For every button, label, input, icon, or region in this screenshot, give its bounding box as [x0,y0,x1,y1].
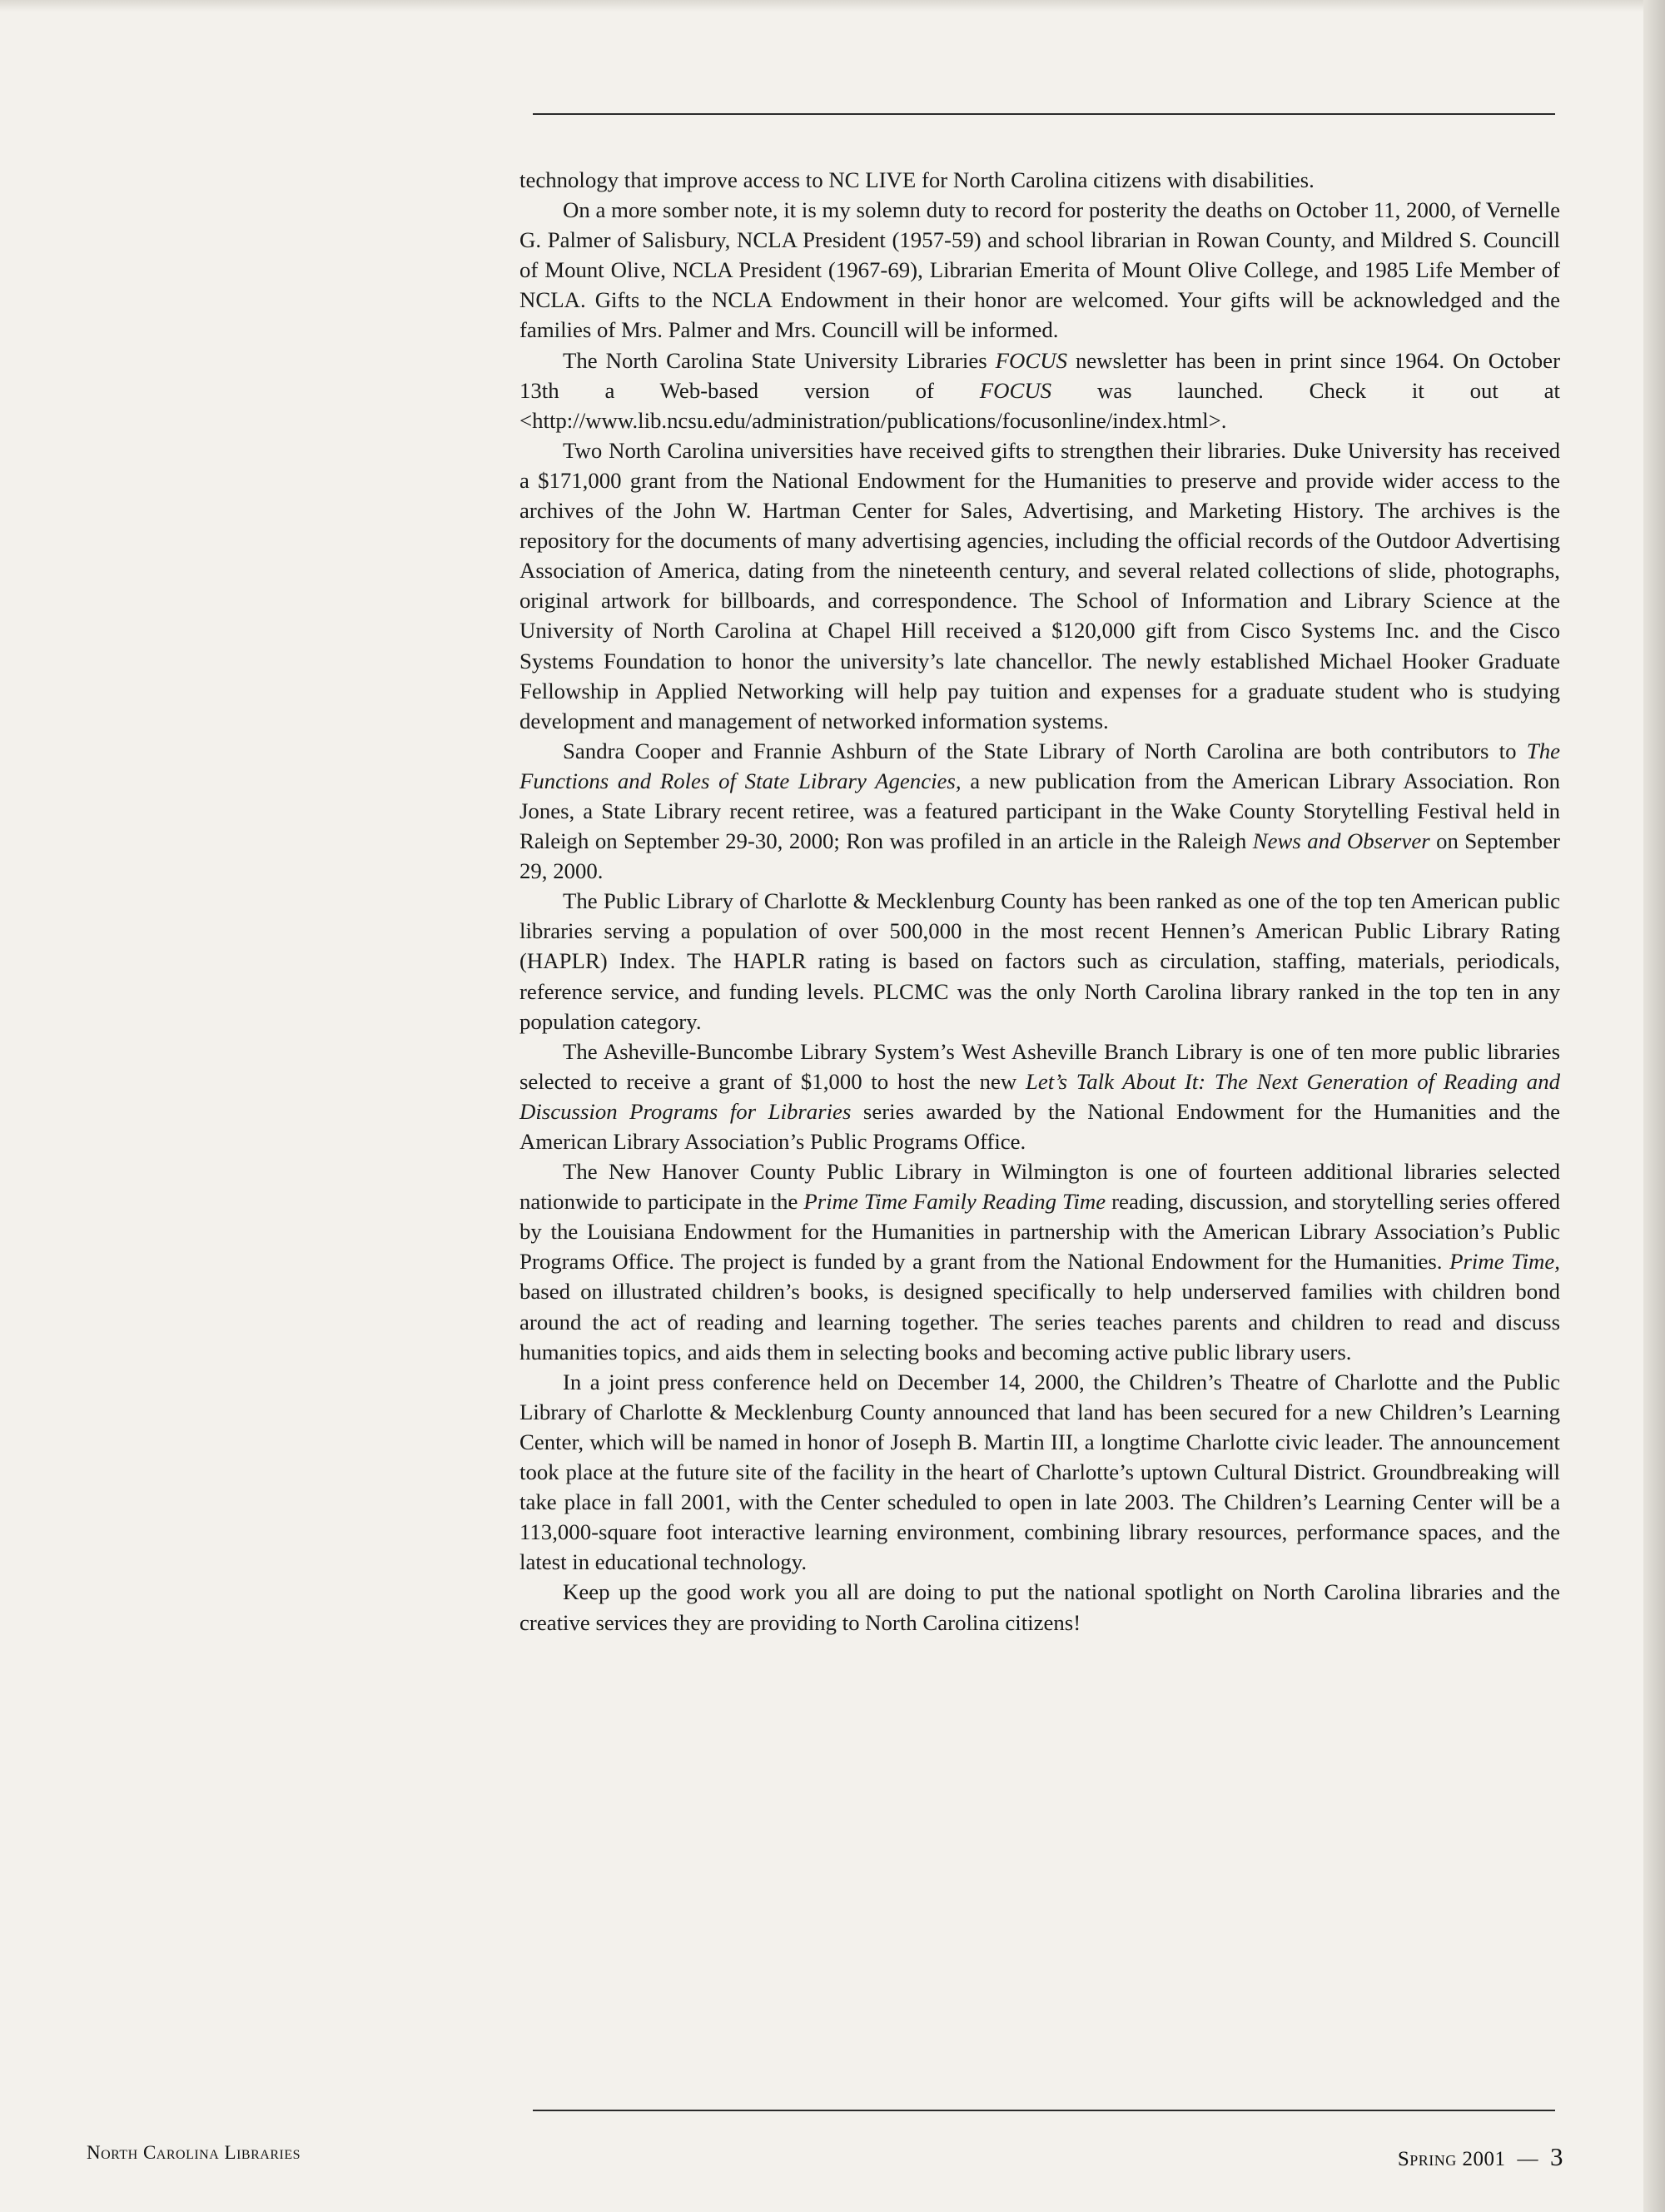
italic-title: News and Observer [1252,828,1430,854]
italic-title: Let’s Talk About It: The Next Generation of Reading and Discussion Programs for Libraries [519,1068,1561,1124]
text-run: In a joint press conference held on December 14, 2000, the Children’s Theatre of Charlotte and the Public Library of Charlotte & Mecklenburg County announced that land has been secured for a new Children’s Learning Center, which will be named in honor of Joseph B. Martin III, a longtime Charlotte civic leader. The announcement took place at the future site of the facility in the heart of Charlotte’s uptown Cultural District. Groundbreaking will take place in fall 2001, with the Center scheduled to open in late 2003. The Children’s Learning Center will be a 113,000-square foot interactive learning environment, combining library resources, performance spaces, and the latest in educational technology. [519,1369,1560,1575]
article-paragraph [519,165,1560,195]
text-run: reading, discussion, and storytelling series offered by the Louisiana Endowment for the Humanities in partnership with the American Library Association’s Public Programs Office. The project is funded by a grant from the National Endowment for the Humanities. [519,1189,1560,1275]
article-paragraph [519,1156,1560,1367]
text-run: Keep up the good work you all are doing to put the national spotlight on North Carolina libraries and the creative services they are providing to North Carolina citizens! [519,1579,1560,1635]
text-run: on September 29, 2000. [519,828,1560,884]
italic-title: Prime Time Family Reading Time [803,1189,1106,1215]
text-run: was launched. Check it out at <http://www.lib.ncsu.edu/administration/publications/focusonline/index.html>. [519,377,1560,433]
italic-title: FOCUS [995,347,1068,373]
page-number: 3 [1550,2142,1563,2171]
footer-issue-page [1398,2142,1563,2172]
page-top-shadow [0,0,1665,12]
text-run: On a more somber note, it is my solemn duty to record for posterity the deaths on October 11, 2000, of Vernelle G. Palmer of Salisbury, NCLA President (1957-59) and school librarian in Rowan County, and Mildred S. Councill of Mount Olive, NCLA President (1967-69), Librarian Emerita of Mount Olive College, and 1985 Life Member of NCLA. Gifts to the NCLA Endowment in their honor are welcomed. Your gifts will be acknowledged and the families of Mrs. Palmer and Mrs. Councill will be informed. [519,197,1560,343]
article-paragraph [519,1367,1560,1578]
article-paragraph [519,1577,1560,1637]
italic-title: The Functions and Roles of State Library Agencies, [519,738,1560,793]
text-run: series awarded by the National Endowment for the Humanities and the American Library Association’s Public Programs Office. [519,1098,1560,1154]
text-run: The North Carolina State University Libraries [563,347,996,373]
footer-journal-title: North Carolina Libraries [87,2142,301,2163]
italic-title: Prime Time, [1449,1249,1560,1275]
article-body [519,165,1560,1638]
footer-issue: Spring 2001 [1397,2148,1506,2170]
article-paragraph [519,435,1560,736]
text-run: The New Hanover County Public Library in Wilmington is one of fourteen additional libraries selected nationwide to participate in the [519,1159,1560,1215]
text-run: Two North Carolina universities have received gifts to strengthen their libraries. Duke University has received a $171,000 grant from the National Endowment for the Humanities to preserve and provide wider access to the archives of the John W. Hartman Center for Sales, Advertising, and Marketing History. The archives is the repository for the documents of many advertising agencies, including the official records of the Outdoor Advertising Association of America, dating from the nineteenth century, and several related collections of slide, photographs, original artwork for billboards, and correspondence. The School of Information and Library Science at the University of North Carolina at Chapel Hill received a $120,000 gift from Cisco Systems Inc. and the Cisco Systems Foundation to honor the university’s late chancellor. The newly established Michael Hooker Graduate Fellowship in Applied Networking will help pay tuition and expenses for a graduate student who is studying development and management of networked information systems. [519,437,1560,733]
text-run: technology that improve access to NC LIVE for North Carolina citizens with disabilities. [519,167,1315,192]
article-paragraph [519,195,1560,345]
article-paragraph [519,736,1560,886]
bottom-rule [533,2110,1555,2111]
text-run: The Asheville-Buncombe Library System’s West Asheville Branch Library is one of ten more public libraries selected to receive a grant of $1,000 to host the new [519,1038,1560,1094]
article-paragraph [519,1036,1560,1156]
text-run: a new publication from the American Library Association. Ron Jones, a State Library recent retiree, was a featured participant in the Wake County Storytelling Festival held in Raleigh on September 29-30, 2000; Ron was profiled in an article in the Raleigh [519,768,1561,854]
text-run: Sandra Cooper and Frannie Ashburn of the State Library of North Carolina are both contributors to [563,738,1527,763]
article-paragraph [519,345,1560,435]
italic-title: FOCUS [979,377,1052,403]
top-rule [533,113,1555,115]
page-edge-shadow [1643,0,1665,2212]
text-run: based on illustrated children’s books, is designed specifically to help underserved families with children bond around the act of reading and learning together. The series teaches parents and children to read and discuss humanities topics, and aids them in selecting books and becoming active public library users. [519,1279,1560,1364]
article-paragraph [519,886,1560,1036]
footer-dash: — [1517,2148,1538,2170]
text-run: The Public Library of Charlotte & Mecklenburg County has been ranked as one of the top ten American public libraries serving a population of over 500,000 in the most recent Hennen’s American Public Library Rating (HAPLR) Index. The HAPLR rating is based on factors such as circulation, staffing, materials, periodicals, reference service, and funding levels. PLCMC was the only North Carolina library ranked in the top ten in any population category. [519,888,1560,1034]
text-run: newsletter has been in print since 1964. On October 13th a Web-based version of [519,347,1560,403]
